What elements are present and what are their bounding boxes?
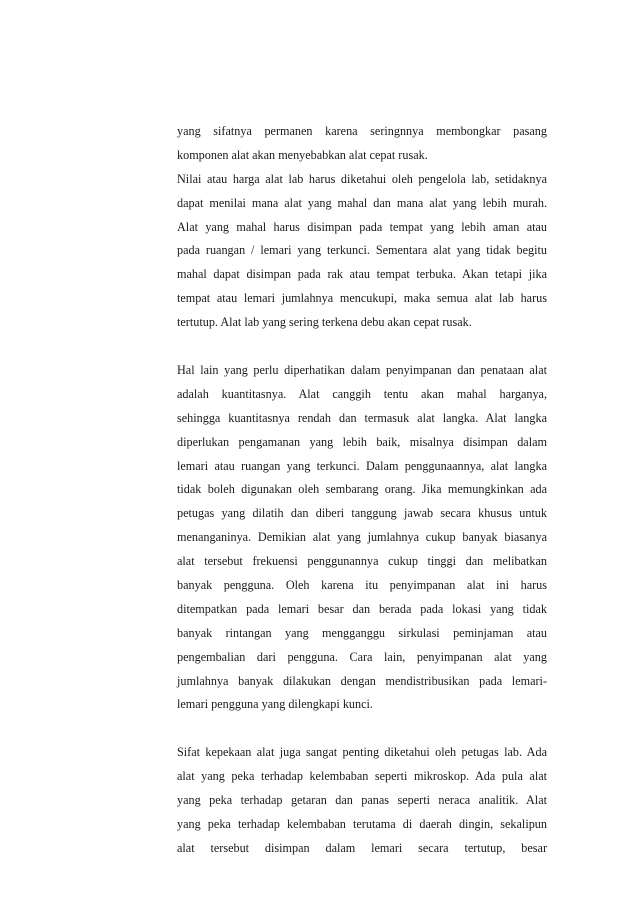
text-line: ditempatkan pada lemari besar dan berada pada lokasi yang tidak	[177, 601, 547, 616]
text-line: tempat atau lemari jumlahnya mencukupi, maka semua alat lab harus	[177, 291, 547, 306]
text-line: tertutup. Alat lab yang sering terkena debu akan cepat rusak.	[177, 315, 472, 330]
text-line: mahal dapat disimpan pada rak atau tempat terbuka. Akan tetapi jika	[177, 267, 547, 282]
text-line: tidak boleh digunakan oleh sembarang orang. Jika memungkinkan ada	[177, 482, 547, 497]
text-line: pada ruangan / lemari yang terkunci. Sementara alat yang tidak begitu	[177, 243, 547, 258]
body-text	[177, 120, 547, 885]
paragraph-1	[177, 120, 547, 335]
text-line: diperlukan pengamanan yang lebih baik, misalnya disimpan dalam	[177, 434, 547, 449]
text-line: lemari pengguna yang dilengkapi kunci.	[177, 697, 373, 712]
text-line: petugas yang dilatih dan diberi tanggung jawab secara khusus untuk	[177, 506, 547, 521]
paragraph-3	[177, 741, 547, 860]
text-line: yang peka terhadap kelembaban terutama di daerah dingin, sekalipun	[177, 817, 547, 832]
text-line: alat yang peka terhadap kelembaban seperti mikroskop. Ada pula alat	[177, 769, 547, 784]
text-line: alat tersebut disimpan dalam lemari secara tertutup, besar	[177, 840, 547, 855]
text-line: Alat yang mahal harus disimpan pada tempat yang lebih aman atau	[177, 219, 547, 234]
text-line: menanganinya. Demikian alat yang jumlahnya cukup banyak biasanya	[177, 530, 547, 545]
text-line: Sifat kepekaan alat juga sangat penting diketahui oleh petugas lab. Ada	[177, 745, 547, 760]
paragraph-2	[177, 359, 547, 717]
text-line: Nilai atau harga alat lab harus diketahui oleh pengelola lab, setidaknya	[177, 171, 547, 186]
text-line: dapat menilai mana alat yang mahal dan mana alat yang lebih murah.	[177, 195, 547, 210]
text-line: lemari atau ruangan yang terkunci. Dalam penggunaannya, alat langka	[177, 458, 547, 473]
text-line: pengembalian dari pengguna. Cara lain, penyimpanan alat yang	[177, 649, 547, 664]
text-line: jumlahnya banyak dilakukan dengan mendistribusikan pada lemari-	[177, 673, 547, 688]
text-line: sehingga kuantitasnya rendah dan termasuk alat langka. Alat langka	[177, 410, 547, 425]
text-line: banyak pengguna. Oleh karena itu penyimpanan alat ini harus	[177, 578, 547, 593]
text-line: yang peka terhadap getaran dan panas seperti neraca analitik. Alat	[177, 793, 547, 808]
text-line: komponen alat akan menyebabkan alat cepat rusak.	[177, 147, 428, 162]
text-line: Hal lain yang perlu diperhatikan dalam penyimpanan dan penataan alat	[177, 363, 547, 378]
text-line: alat tersebut frekuensi penggunannya cukup tinggi dan melibatkan	[177, 554, 547, 569]
text-line: yang sifatnya permanen karena seringnnya membongkar pasang	[177, 124, 547, 138]
text-line: adalah kuantitasnya. Alat canggih tentu akan mahal harganya,	[177, 386, 547, 401]
text-line: banyak rintangan yang mengganggu sirkulasi peminjaman atau	[177, 625, 547, 640]
